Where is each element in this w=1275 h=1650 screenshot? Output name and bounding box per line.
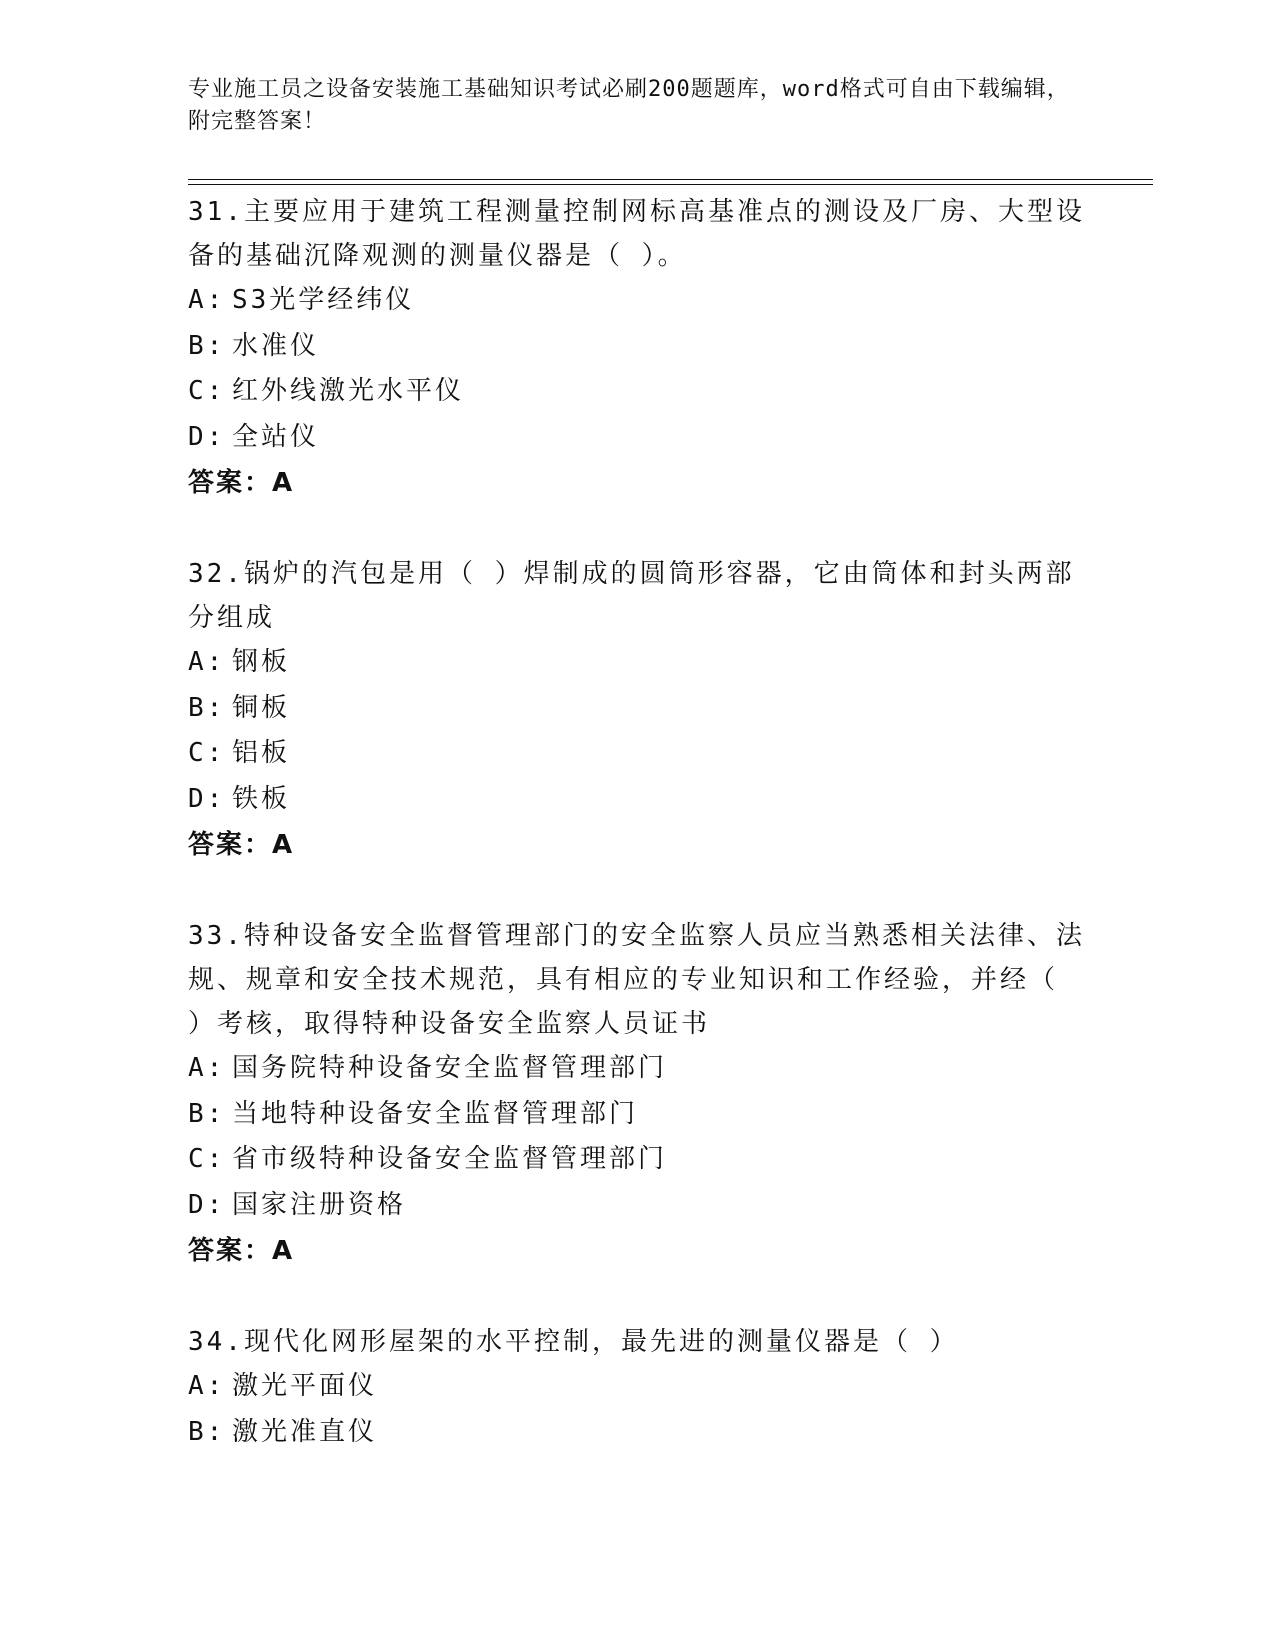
option-text: 省市级特种设备安全监督管理部门 xyxy=(232,1144,668,1174)
option-key: D: xyxy=(188,1189,226,1220)
question-33 xyxy=(188,914,1088,1274)
option-key: B: xyxy=(188,330,226,361)
option-a xyxy=(188,278,1088,324)
option-d xyxy=(188,777,1088,823)
option-key: C: xyxy=(188,738,226,768)
option-key: A: xyxy=(188,1371,226,1401)
option-text: 铝板 xyxy=(232,738,291,768)
option-text: 红外线激光水平仪 xyxy=(232,376,465,406)
option-key: B: xyxy=(188,1098,226,1129)
header-divider-top xyxy=(188,179,1153,180)
option-c xyxy=(188,369,1088,415)
option-key: C: xyxy=(188,1144,226,1174)
option-c xyxy=(188,731,1088,777)
option-key: B: xyxy=(188,1416,226,1447)
option-text: 铁板 xyxy=(232,783,291,814)
option-c xyxy=(188,1137,1088,1183)
answer-label: 答案：A xyxy=(188,830,295,860)
option-text: 铜板 xyxy=(232,692,291,723)
option-key: B: xyxy=(188,692,226,723)
option-b xyxy=(188,1410,1088,1456)
question-31 xyxy=(188,190,1088,506)
question-stem: 34.现代化网形屋架的水平控制，最先进的测量仪器是（ ） xyxy=(188,1327,959,1357)
document-header: 专业施工员之设备安装施工基础知识考试必刷200题题库，word格式可自由下载编辑，附完整答案！ xyxy=(188,77,1070,134)
answer-label: 答案：A xyxy=(188,1236,295,1266)
answer-label: 答案：A xyxy=(188,468,295,498)
option-key: A: xyxy=(188,1053,226,1083)
option-key: D: xyxy=(188,421,226,452)
option-b xyxy=(188,324,1088,370)
question-list xyxy=(188,190,1088,1501)
option-a xyxy=(188,1046,1088,1092)
option-d xyxy=(188,415,1088,461)
option-text: 国务院特种设备安全监督管理部门 xyxy=(232,1053,668,1083)
option-key: D: xyxy=(188,783,226,814)
question-34 xyxy=(188,1320,1088,1455)
option-key: A: xyxy=(188,647,226,677)
option-b xyxy=(188,686,1088,732)
question-stem: 31.主要应用于建筑工程测量控制网标高基准点的测设及厂房、大型设备的基础沉降观测的测量仪器是（ ）。 xyxy=(188,197,1085,271)
option-text: 水准仪 xyxy=(232,330,320,361)
option-text: 钢板 xyxy=(232,647,291,677)
option-d xyxy=(188,1183,1088,1229)
question-32 xyxy=(188,552,1088,868)
question-stem: 33.特种设备安全监督管理部门的安全监察人员应当熟悉相关法律、法规、规章和安全技术规范，具有相应的专业知识和工作经验，并经（ ）考核，取得特种设备安全监察人员证书 xyxy=(188,921,1085,1039)
option-text: S3光学经纬仪 xyxy=(232,285,415,315)
option-a xyxy=(188,640,1088,686)
option-text: 激光准直仪 xyxy=(232,1416,378,1447)
option-key: A: xyxy=(188,285,226,315)
option-text: 全站仪 xyxy=(232,421,320,452)
option-a xyxy=(188,1364,1088,1410)
option-text: 激光平面仪 xyxy=(232,1371,378,1401)
option-key: C: xyxy=(188,376,226,406)
option-text: 当地特种设备安全监督管理部门 xyxy=(232,1098,639,1129)
header-divider-bottom xyxy=(188,184,1153,185)
option-text: 国家注册资格 xyxy=(232,1189,407,1220)
question-stem: 32.锅炉的汽包是用（ ）焊制成的圆筒形容器，它由筒体和封头两部分组成 xyxy=(188,559,1075,633)
option-b xyxy=(188,1092,1088,1138)
